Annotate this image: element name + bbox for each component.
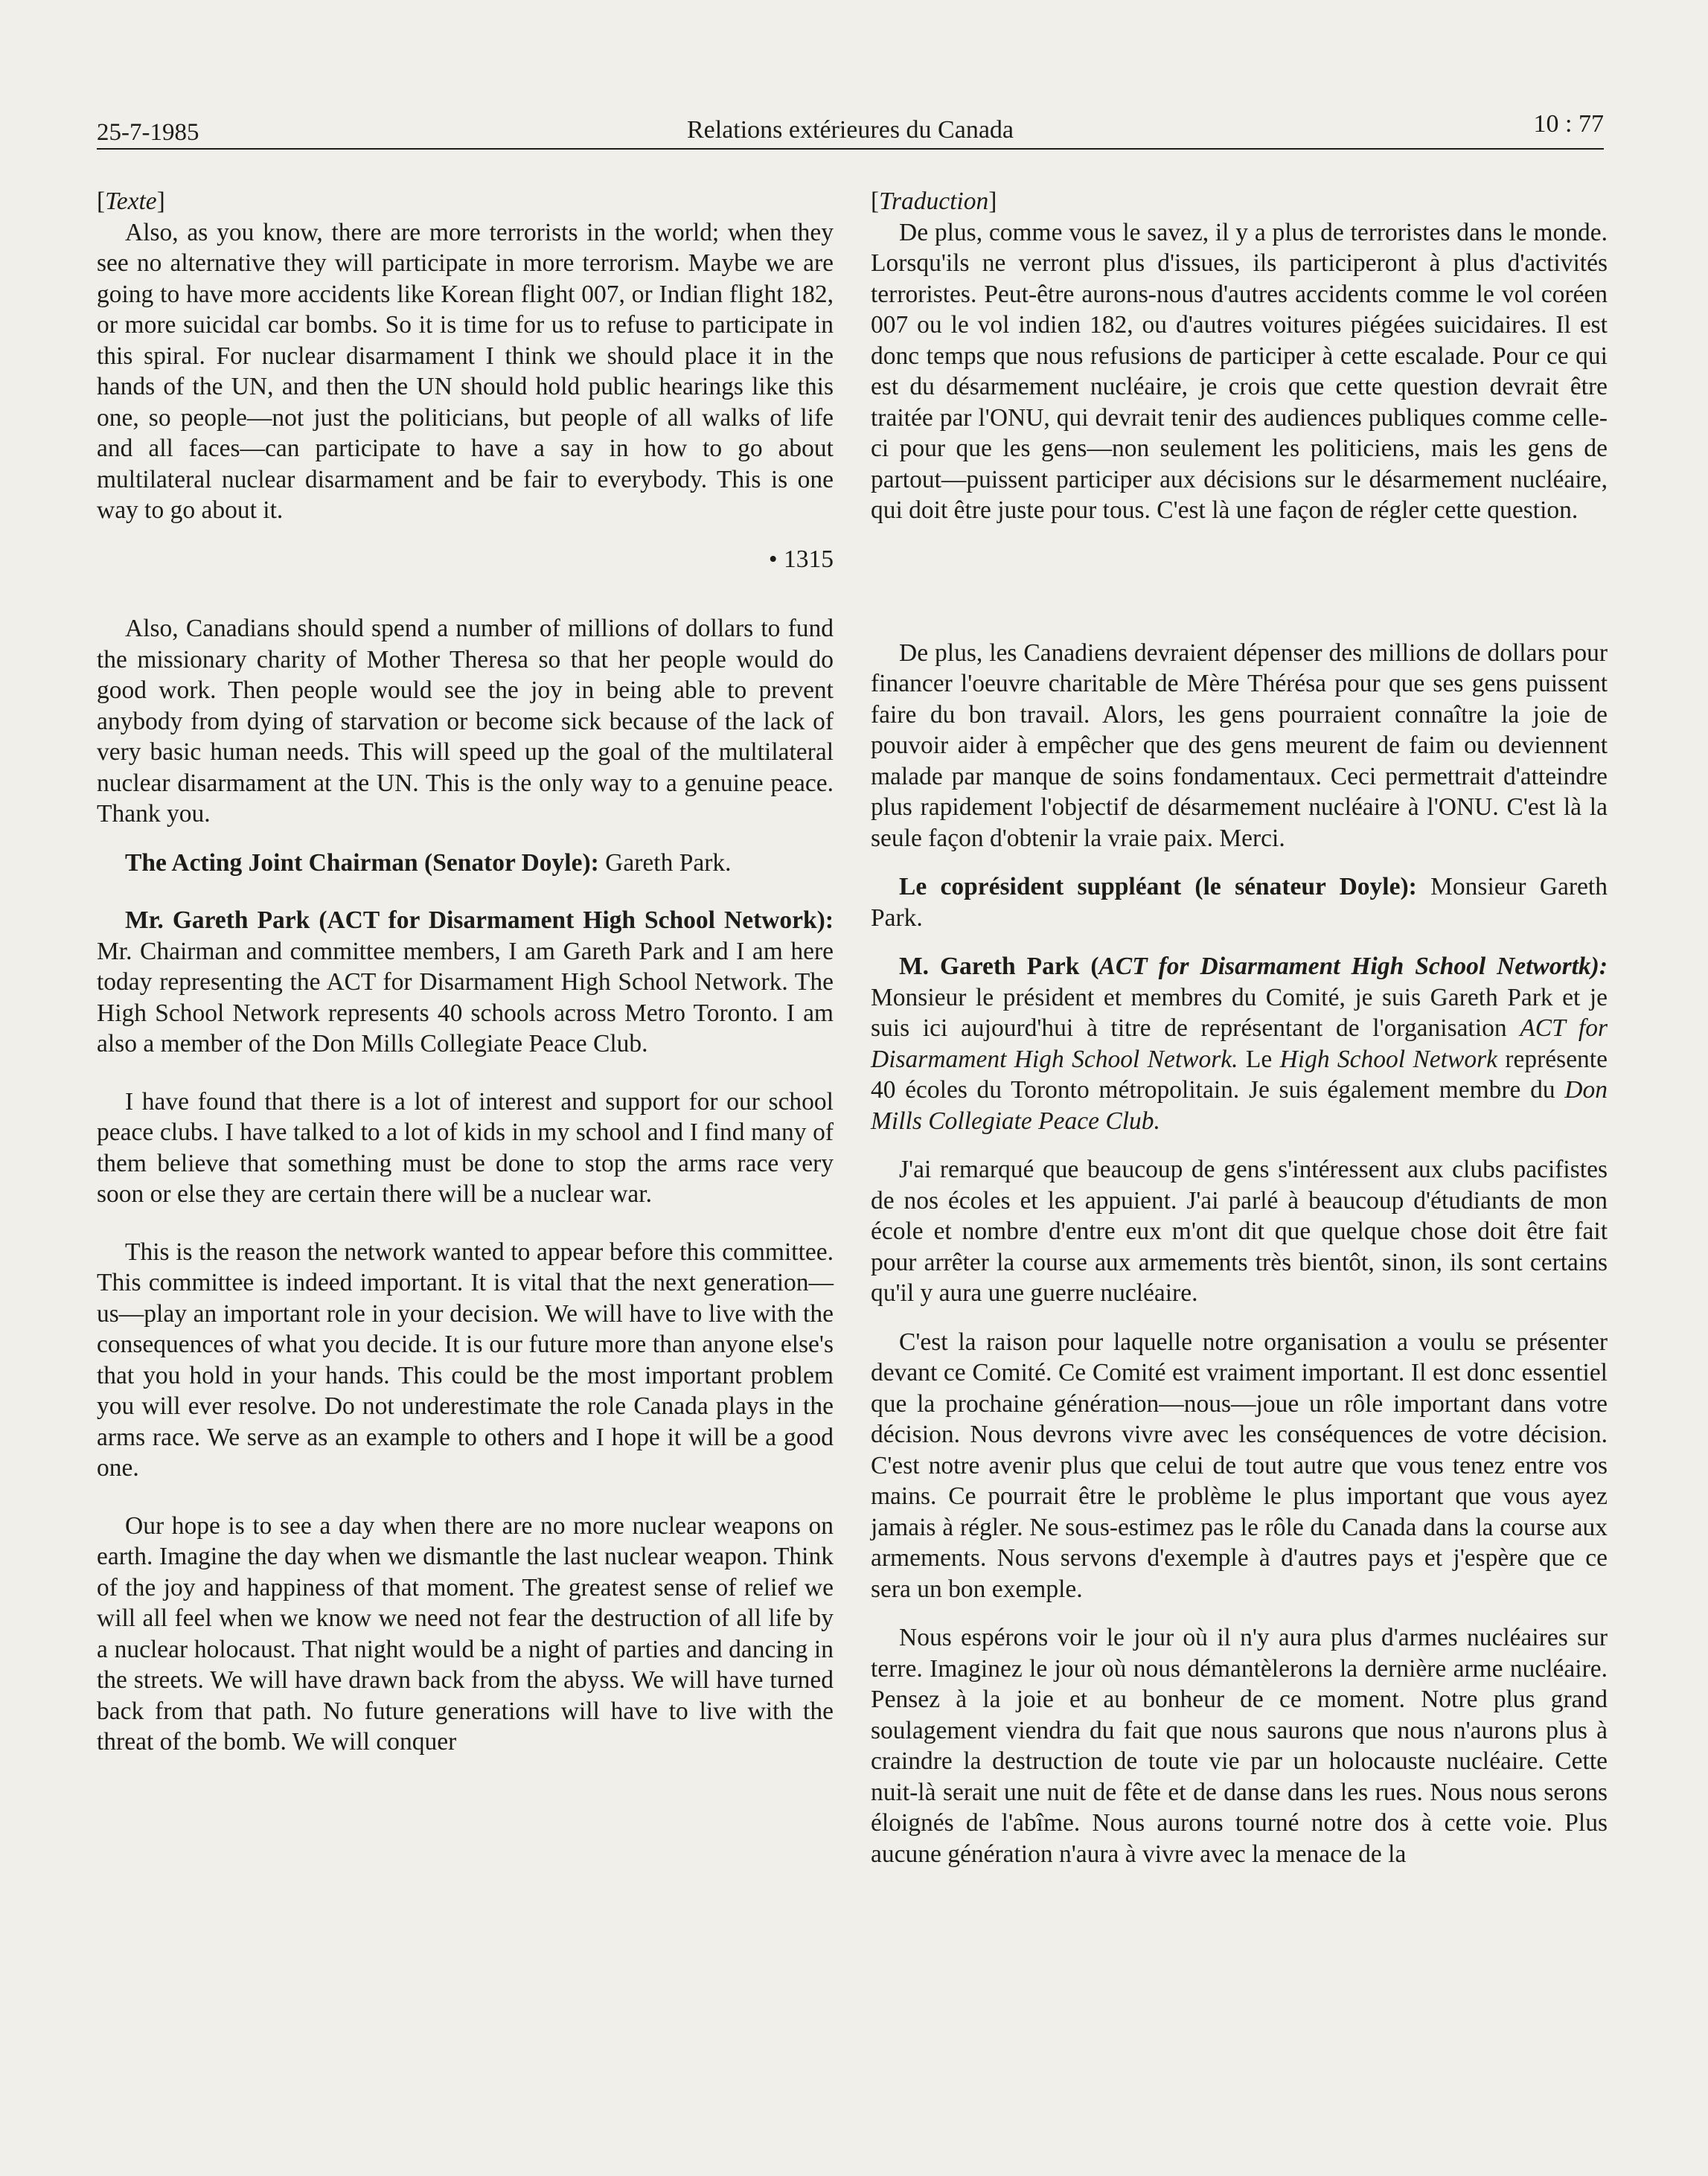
paragraph: I have found that there is a lot of interest and support for our school peace clubs. I have talked to a lot of kids in my school and I find many of them believe that something must be done to stop the arms race very soon or else they are certain there will be a nuclear war. [97,1087,834,1208]
paragraph: C'est la raison pour laquelle notre organisation a voulu se présenter devant ce Comité. Ce Comité est vraiment important. Il est donc essentiel que la prochaine génération—nous—joue un rôle important dans votre décision. Nous devrons vivre avec les conséquences de votre décision. C'est notre avenir plus que celui de tout autre que vous tenez entre vos mains. Ce pourrait être le problème le plus important que vous ayez jamais à régler. Ne sous-estimez pas le rôle du Canada dans la course aux armements. Nous servons d'exemple à d'autres pays et j'espère que ce sera un bon exemple. [871,1328,1608,1603]
paragraph: Mr. Gareth Park (ACT for Disarmament High School Network): Mr. Chairman and committee members, I am Gareth Park and I am here today representing the ACT for Disarmament High School Network. The High School Network represents 40 schools across Metro Toronto. I am also a member of the Don Mills Collegiate Peace Club. [97,906,834,1057]
paragraph: Nous espérons voir le jour où il n'y aura plus d'armes nucléaires sur terre. Imaginez le jour où nous démantèlerons la dernière arme nucléaire. Pensez à la joie et au bonheur de ce moment. Notre plus grand soulagement viendra du fait que nous saurons que nous n'aurons plus à craindre la destruction de toute vie par un holocauste nucléaire. Cette nuit-là serait une nuit de fête et de danse dans les rues. Nous nous serons éloignés de l'abîme. Nous aurons tourné notre dos à cette voie. Plus aucune génération n'aura à vivre avec la menace de la [871,1624,1608,1868]
paragraph: Le coprésident suppléant (le sénateur Doyle): Monsieur Gareth Park. [871,873,1608,932]
speaker-name: M. Gareth Park (ACT for Disarmament High School Networtk): [899,953,1608,980]
speaker-name: Le coprésident suppléant (le sénateur Doyle): [899,873,1417,900]
column-tag: [Traduction] [871,188,997,215]
paragraph: De plus, comme vous le savez, il y a plus de terroristes dans le monde. Lorsqu'ils ne verront plus d'issues, ils participeront à plus d'activités terroristes. Peut-être aurons-nous d'autres accidents comme le vol coréen 007 ou le vol indien 182, ou d'autres voitures piégées suicidaires. Il est donc temps que nous refusions de participer à cette escalade. Pour ce qui est du désarmement nucléaire, je crois que cette question devrait être traitée par l'ONU, qui devrait tenir des audiences publiques comme celle-ci pour que les gens—non seulement les politiciens, mais les gens de partout—puissent participer aux décisions sur le désarmement nucléaire, qui doit être juste pour tous. C'est là une façon de régler cette question. [871,218,1608,524]
page-header [97,110,1604,147]
paragraph: This is the reason the network wanted to appear before this committee. This committee is indeed important. It is vital that the next generation—us—play an important role in your decision. We will have to live with the consequences of what you decide. It is our future more than anyone else's that you hold in your hands. This could be the most important problem you will ever resolve. Do not underestimate the role Canada plays in the arms race. We serve as an example to others and I hope it will be a good one. [97,1238,834,1482]
paragraph: De plus, les Canadiens devraient dépenser des millions de dollars pour financer l'oeuvre charitable de Mère Thérésa pour que ses gens puissent faire du bon travail. Alors, les gens pourraient connaître la joie de pouvoir aider à empêcher que des gens meurent de faim ou deviennent malade par manque de soins fondamentaux. Ceci permettrait d'atteindre plus rapidement l'objectif de désarmement nucléaire à l'ONU. C'est là la seule façon d'obtenir la vraie paix. Merci. [871,639,1608,852]
paragraph: J'ai remarqué que beaucoup de gens s'intéressent aux clubs pacifistes de nos écoles et les appuient. J'ai parlé à beaucoup d'étudiants de mon école et nombre d'entre eux m'ont dit que quelque chose doit être fait pour arrêter la course aux armements très bientôt, sinon, ils sont certains qu'il y aura une guerre nucléaire. [871,1156,1608,1307]
paragraph: Also, Canadians should spend a number of millions of dollars to fund the missionary charity of Mother Theresa so that her people would do good work. Then people would see the joy in being able to prevent anybody from dying of starvation or become sick because of the lack of very basic human needs. This will speed up the goal of the multilateral nuclear disarmament at the UN. This is the only way to a genuine peace. Thank you. [97,615,834,828]
header-title: Relations extérieures du Canada [686,116,1014,144]
speaker-name: Mr. Gareth Park (ACT for Disarmament High School Network): [125,906,834,934]
speaker-name: The Acting Joint Chairman (Senator Doyle): [125,848,599,877]
paragraph: Our hope is to see a day when there are no more nuclear weapons on earth. Imagine the day when we dismantle the last nuclear weapon. Think of the joy and happiness of that moment. The greatest sense of relief we will all feel when we know we need not fear the destruction of all life by a nuclear holocaust. That night would be a night of parties and dancing in the streets. We will have drawn back from the abyss. We will have turned back from that path. No future generations will have to live with the threat of the bomb. We will conquer [97,1511,834,1756]
paragraph: The Acting Joint Chairman (Senator Doyle): Gareth Park. [125,848,732,877]
paragraph: M. Gareth Park (ACT for Disarmament High School Networtk): Monsieur le président et membres du Comité, je suis Gareth Park et je suis ici aujourd'hui à titre de représentant de l'organisation ACT for Disarmament High School Network. Le High School Network représente 40 écoles du Toronto métropolitain. Je suis également membre du Don Mills Collegiate Peace Club. [871,953,1608,1135]
column-tag: [Texte] [97,188,165,215]
header-page-number: 10 : 77 [1533,110,1604,138]
english-column [97,186,834,1758]
french-column [871,186,1608,1869]
time-marker: • 1315 [768,545,834,573]
paragraph: Also, as you know, there are more terrorists in the world; when they see no alternative they will participate in more terrorism. Maybe we are going to have more accidents like Korean flight 007, or Indian flight 182, or more suicidal car bombs. So it is time for us to refuse to participate in this spiral. For nuclear disarmament I think we should place it in the hands of the UN, and then the UN should hold public hearings like this one, so people—not just the politicians, but people of all walks of life and all faces—can participate to have a say in how to go about multilateral nuclear disarmament and be fair to everybody. This is one way to go about it. [97,218,834,524]
header-date: 25-7-1985 [97,119,199,146]
header-rule [97,148,1604,150]
